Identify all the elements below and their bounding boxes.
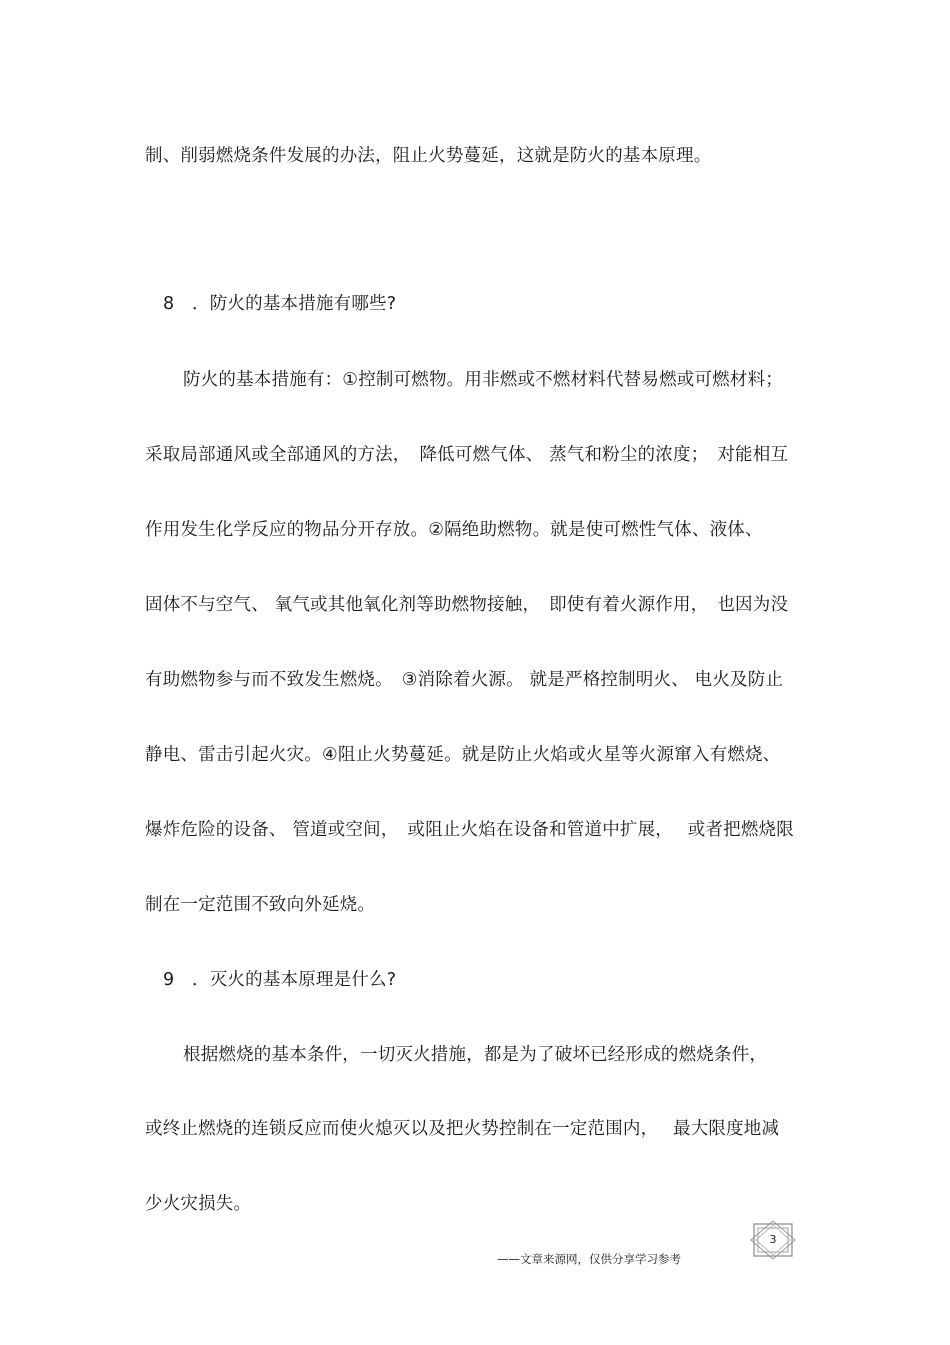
question-heading: 9 ．灭火的基本原理是什么? <box>163 970 397 990</box>
paragraph-line: 有助燃物参与而不致发生燃烧。 ③消除着火源。 就是严格控制明火、 电火及防止 <box>145 670 784 690</box>
page-number: 3 <box>769 1233 777 1246</box>
source-note: ——文章来源网，仅供分享学习参考 <box>497 1252 681 1266</box>
question-heading: 8 ．防火的基本措施有哪些? <box>163 294 397 314</box>
paragraph-line: 作用发生化学反应的物品分开存放。②隔绝助燃物。就是使可燃性气体、液体、 <box>145 520 763 540</box>
paragraph-line: 制在一定范围不致向外延烧。 <box>145 895 376 915</box>
paragraph-line: 少火灾损失。 <box>145 1194 252 1214</box>
paragraph-line: 或终止燃烧的连锁反应而使火熄灭以及把火势控制在一定范围内， 最大限度地减 <box>145 1119 780 1139</box>
paragraph-line: 爆炸危险的设备、 管道或空间， 或阻止火焰在设备和管道中扩展， 或者把燃烧限 <box>145 820 794 840</box>
paragraph-line: 静电、雷击引起火灾。④阻止火势蔓延。就是防止火焰或火星等火源窜入有燃烧、 <box>145 745 781 765</box>
paragraph-line: 制、削弱燃烧条件发展的办法，阻止火势蔓延，这就是防火的基本原理。 <box>145 146 712 166</box>
paragraph-line: 防火的基本措施有：①控制可燃物。用非燃或不燃材料代替易燃或可燃材料； <box>183 370 783 390</box>
paragraph-line: 固体不与空气、 氧气或其他氧化剂等助燃物接触， 即使有着火源作用， 也因为没 <box>145 595 789 615</box>
page-number-badge <box>749 1220 797 1260</box>
paragraph-line: 根据燃烧的基本条件，一切灭火措施，都是为了破坏已经形成的燃烧条件， <box>183 1045 768 1065</box>
paragraph-line: 采取局部通风或全部通风的方法， 降低可燃气体、 蒸气和粉尘的浓度； 对能相互 <box>145 445 789 465</box>
